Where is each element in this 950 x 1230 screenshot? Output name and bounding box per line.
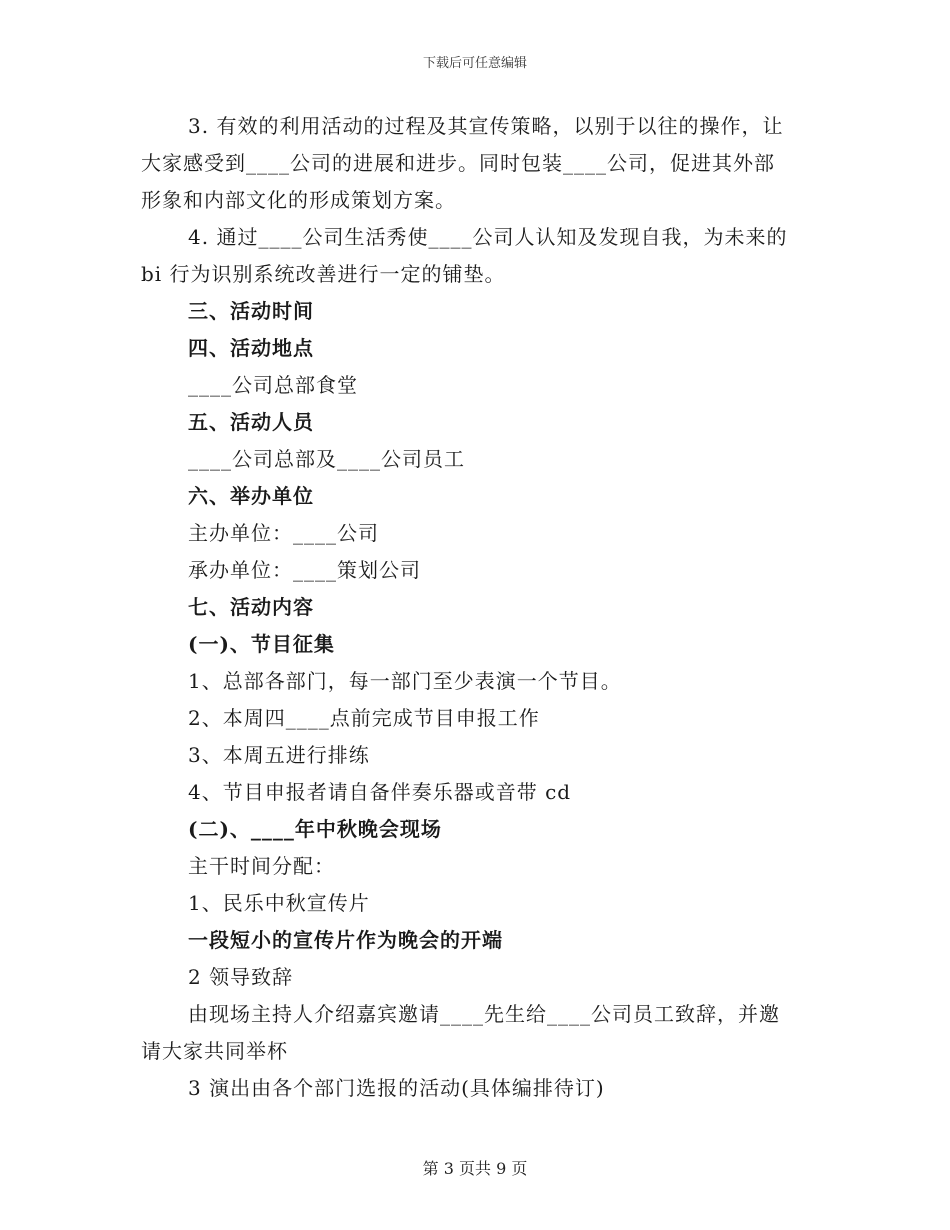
paragraph-3-line-3: 形象和内部文化的形成策划方案。 <box>141 188 456 212</box>
heading-activity-people: 五、活动人员 <box>188 410 314 434</box>
program-item-2-desc-line-1: 由现场主持人介绍嘉宾邀请____先生给____公司员工致辞，并邀 <box>188 1002 780 1026</box>
heading-activity-content: 七、活动内容 <box>188 595 314 619</box>
host-unit-text: 主办单位：____公司 <box>188 521 379 545</box>
activity-place-text: ____公司总部食堂 <box>188 373 358 397</box>
heading-activity-place: 四、活动地点 <box>188 336 314 360</box>
subheading-program-collection: (一)、节目征集 <box>188 632 335 656</box>
list-item-1: 1、总部各部门，每一部门至少表演一个节目。 <box>188 669 622 693</box>
page-footer: 第 3 页共 9 页 <box>422 1159 528 1178</box>
program-item-1: 1、民乐中秋宣传片 <box>188 891 370 915</box>
page-header: 下载后可任意编辑 <box>422 56 527 71</box>
subheading-gala-venue: (二)、____年中秋晚会现场 <box>188 817 442 841</box>
list-item-2: 2、本周四____点前完成节目申报工作 <box>188 706 540 730</box>
paragraph-4-line-2: bi 行为识别系统改善进行一定的铺垫。 <box>141 262 506 286</box>
list-item-4: 4、节目申报者请自备伴奏乐器或音带 cd <box>188 780 572 804</box>
organizer-unit-text: 承办单位：____策划公司 <box>188 558 421 582</box>
program-item-2: 2 领导致辞 <box>188 965 294 989</box>
program-item-2-desc-line-2: 请大家共同举杯 <box>141 1039 288 1063</box>
paragraph-4-line-1: 4. 通过____公司生活秀使____公司人认知及发现自我，为未来的 <box>188 225 788 249</box>
paragraph-3-line-2: 大家感受到____公司的进展和进步。同时包装____公司，促进其外部 <box>141 151 775 175</box>
heading-activity-time: 三、活动时间 <box>188 299 314 323</box>
document-body <box>141 108 801 1107</box>
list-item-3: 3、本周五进行排练 <box>188 743 370 767</box>
heading-organizers: 六、举办单位 <box>188 484 314 508</box>
paragraph-3-line-1: 3. 有效的利用活动的过程及其宣传策略，以别于以往的操作，让 <box>188 114 784 138</box>
activity-people-text: ____公司总部及____公司员工 <box>188 447 465 471</box>
program-item-3: 3 演出由各个部门选报的活动(具体编排待订) <box>188 1076 605 1100</box>
time-allocation-text: 主干时间分配： <box>188 854 335 878</box>
program-item-1-desc: 一段短小的宣传片作为晚会的开端 <box>188 928 503 952</box>
